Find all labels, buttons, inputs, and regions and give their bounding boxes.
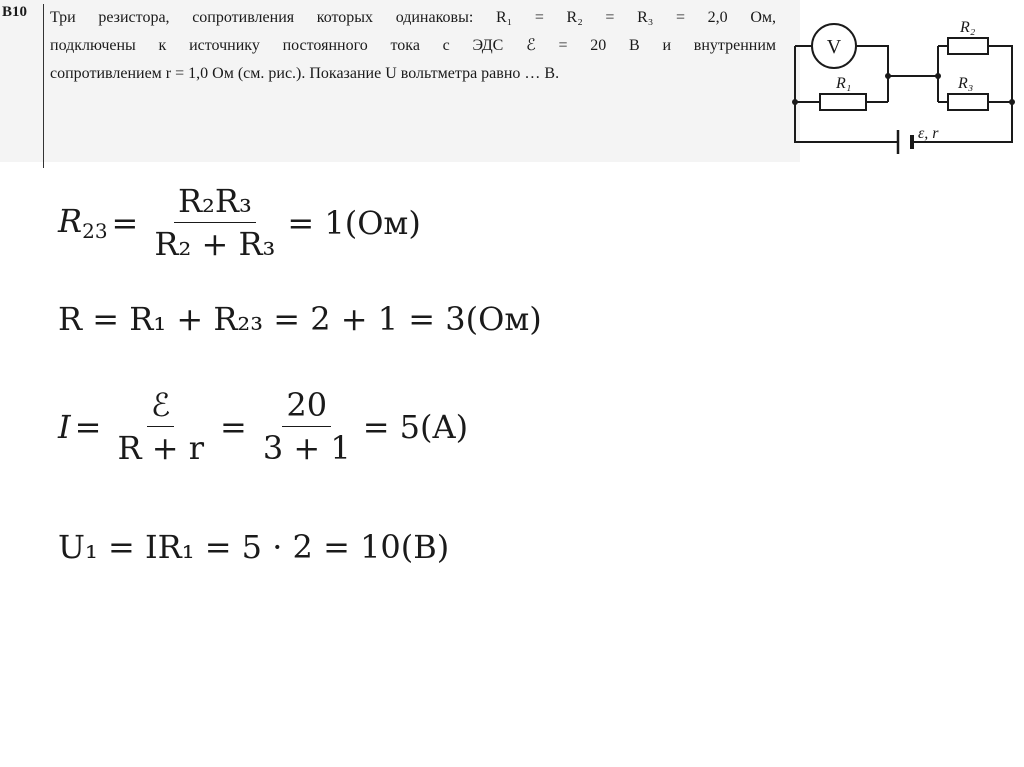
numerator: 20 bbox=[282, 386, 331, 427]
denominator: R₂ + R₃ bbox=[154, 225, 276, 263]
resistor-r2 bbox=[948, 38, 988, 54]
voltmeter-label: V bbox=[826, 36, 842, 58]
formula-voltage: U₁ = IR₁ = 5 · 2 = 10(В) bbox=[58, 528, 450, 566]
junction-dot bbox=[792, 99, 798, 105]
divider bbox=[43, 4, 44, 168]
problem-line: сопротивлением r = 1,0 Ом (см. рис.). Показание U вольтметра равно … В. bbox=[50, 65, 560, 82]
problem-number: В10 bbox=[2, 4, 28, 20]
source-label: ε, r bbox=[918, 125, 939, 142]
junction-dot bbox=[885, 73, 891, 79]
problem-line: Три резистора, сопротивления которых одинаковы: R₁ = R₂ = R₃ = 2,0 Ом, bbox=[50, 9, 776, 26]
equals-sign: = bbox=[111, 203, 139, 242]
r23-symbol: R bbox=[58, 202, 83, 240]
numerator: R₂R₃ bbox=[174, 182, 256, 223]
result: = 5(A) bbox=[362, 407, 469, 446]
formula-r23 bbox=[58, 182, 421, 263]
fraction bbox=[150, 182, 279, 263]
equals-sign: = bbox=[220, 407, 247, 446]
fraction bbox=[113, 386, 208, 467]
formula-total-resistance: R = R₁ + R₂₃ = 2 + 1 = 3(Ом) bbox=[58, 300, 542, 338]
problem-statement bbox=[0, 0, 800, 162]
circuit-svg bbox=[790, 2, 1020, 164]
circuit-diagram bbox=[790, 2, 1020, 164]
r23-subscript: 23 bbox=[82, 219, 108, 243]
fraction bbox=[259, 386, 355, 467]
denominator: 3 + 1 bbox=[262, 429, 351, 467]
junction-dot bbox=[1009, 99, 1015, 105]
r2-label: R₂ bbox=[960, 19, 976, 36]
resistor-r3 bbox=[948, 94, 988, 110]
equals-sign: = bbox=[74, 407, 102, 446]
result: = 1(Ом) bbox=[287, 203, 421, 242]
r3-label: R₃ bbox=[958, 75, 974, 92]
junction-dot bbox=[935, 73, 941, 79]
problem-text bbox=[50, 4, 776, 88]
formula-current bbox=[58, 386, 468, 467]
resistor-r1 bbox=[820, 94, 866, 110]
r1-label: R₁ bbox=[836, 75, 852, 92]
denominator: R + r bbox=[117, 429, 204, 467]
problem-line: подключены к источнику постоянного тока с ЭДС ℰ = 20 В и внутренним bbox=[50, 37, 776, 54]
current-symbol: I bbox=[58, 407, 71, 446]
numerator: ℰ bbox=[147, 386, 174, 427]
